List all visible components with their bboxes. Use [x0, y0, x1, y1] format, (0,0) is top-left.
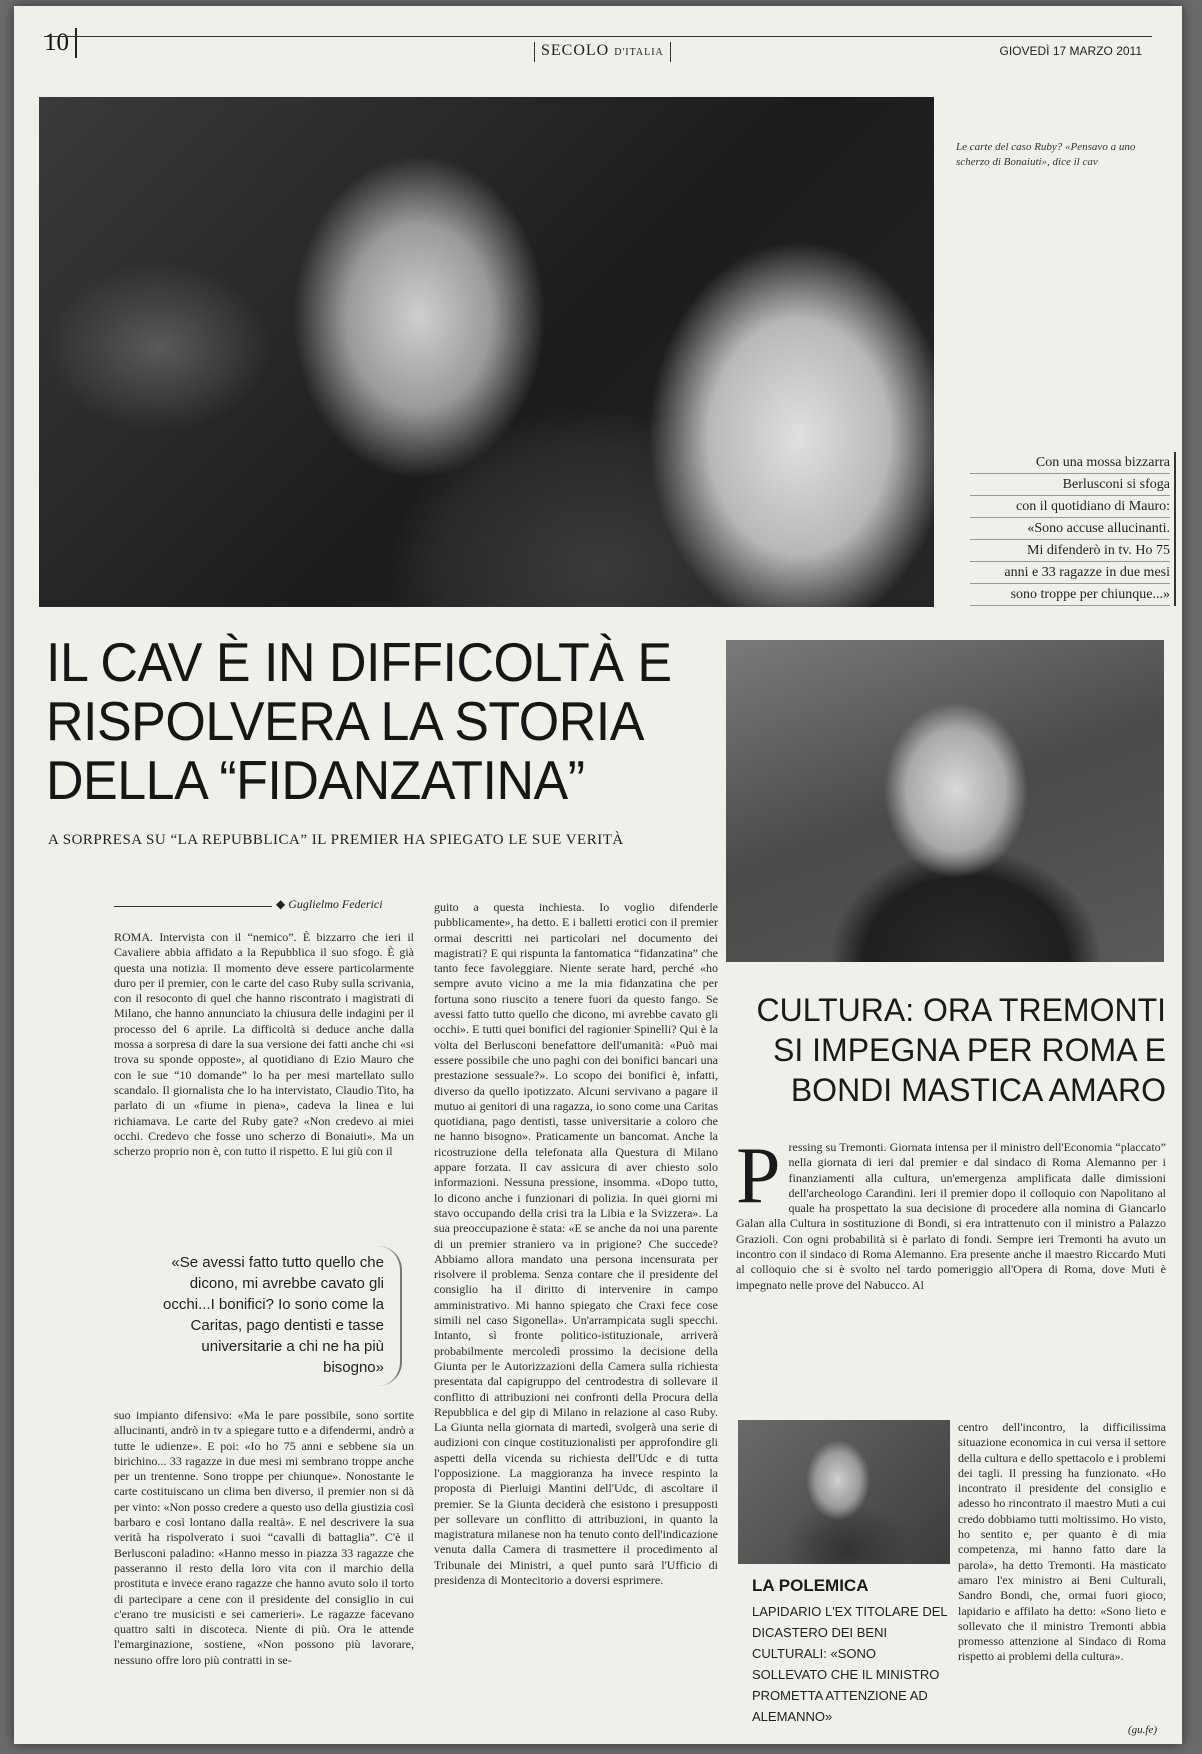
box-caption-line: Mi difenderò in tv. Ho 75 [970, 540, 1170, 562]
bondi-photo [738, 1420, 950, 1564]
author-initials: (gu.fe) [1128, 1724, 1158, 1736]
article-text: suo impianto difensivo: «Ma le pare possibile, sono sortite allucinanti, andrò in tv a spiegare tutto e a difendermi, andrò a tutte le udienze». E poi: «Io ho 75 anni e sebbene sia un birichino... 33 ragazze in due mesi mi sembrano troppe anche per un trentenne. Sono troppe per chiunque». Nonostante le carte costituiscano un clima ben diverso, il premier non si dà per vinto: «Non posso credere a questo uso della giustizia così barbaro e così lontano dalla realtà». E nel descrivere la sua verità ha rispolverato i suoi “cavalli di battaglia”. C'è il Berlusconi paladino: «Hanno messo in piazza 33 ragazze che passeranno il resto della loro vita con il marchio della prostituta e invece erano ragazze che hanno avuto solo il torto di partecipare a cene con il presidente del consiglio in cui c'erano tre musicisti e sei camerieri». Le ragazze facevano quattro salti in discoteca. Niente di più. Ora le attende l'emarginazione, sostiene, «Non possono più lavorare, nessuno offre loro più contratti in se- [114, 1408, 414, 1667]
byline-rule [114, 906, 272, 907]
paper-name: SECOLO [541, 42, 610, 59]
main-photo [39, 97, 934, 607]
box-caption-line: anni e 33 ragazze in due mesi [970, 562, 1170, 584]
tremonti-photo [726, 640, 1164, 962]
newspaper-page [14, 6, 1182, 1744]
polemica-text: LAPIDARIO L'EX TITOLARE DEL DICASTERO DEI BENI CULTURALI: «SONO SOLLEVATO CHE IL MINISTRO PROMETTA ATTENZIONE AD ALEMANNO» [752, 1604, 948, 1724]
pull-quote-brace [378, 1246, 402, 1386]
issue-date: GIOVEDÌ 17 MARZO 2011 [999, 44, 1142, 58]
box-caption-line: Con una mossa bizzarra [970, 452, 1170, 474]
side-article-column [736, 1140, 1166, 1420]
article-text: ROMA. Intervista con il “nemico”. È bizzarro che ieri il Cavaliere abbia affidato a la Repubblica il suo sfogo. È già questa una notizia. Il momento deve essere particolarmente duro per il premier, con le carte del caso Ruby sulla scrivania, con il resoconto di quel che hanno riscontrato i magistrati di Milano, che hanno annunciato la chiusura delle indagini per il processo del 6 aprile. La difficoltà si deduce anche dalla mossa a sorpresa di dare la sua versione dei fatti anche chi «si trova su sponde opposte», al quotidiano di Ezio Mauro che con le sue “10 domande” lo ha per mesi martellato sullo scandalo. Il giornalista che lo ha intervistato, Claudio Tito, ha parlato di un «fiume in piena», cadeva la linea e lui richiamava. Le carte del Ruby gate? «Non credevo ai miei occhi. Credevo che fosse uno scherzo di Bonaiuti». Ma un scherzo proprio non è, con tutto il rispetto. E lui giù con il [114, 930, 414, 1159]
page-number: 10 [44, 28, 77, 58]
box-caption [970, 452, 1176, 606]
article-column-2 [434, 900, 718, 1726]
polemica-title: LA POLEMICA [752, 1576, 869, 1595]
box-caption-line: Berlusconi si sfoga [970, 474, 1170, 496]
article-column-1b [114, 1408, 414, 1726]
article-text: guito a questa inchiesta. Io voglio difenderle pubblicamente», ha detto. E i balletti erotici con il premier ormai descritti nei particolari nel documento dei magistrati? E qui rispunta la fantomatica “fidanzatina” che tanto fece favoleggiare. Niente serate hard, perché «ho sempre avuto vicino a me la mia fidanzatina che per fortuna sono riuscito a tenere fuori da questo fango. Se avessi fatto tutto quello che dicono, mi avrebbe cavato gli occhi». E tutti quei bonifici del ragionier Spinelli? Qui è la volta del Berlusconi benefattore dell'umanità: «Può mai essere possibile che uno paghi con dei bonifici bancari una prestazione sessuale?». Lo scopo dei bonifici è, infatti, diverso da quello ipotizzato. Alcuni servivano a pagare il mutuo ai genitori di una ragazza, io sono come una Caritas quotidiana, pago dentisti, tasse universitarie a coloro che ne hanno bisogno». Praticamente un bancomat. Anche la ricostruzione della telefonata alla Questura di Milano appare forzata. Il cav assicura di aver chiesto solo informazioni. Nessuna pressione, insomma. «Dopo tutto, lo dicono anche i funzionari di polizia. In quei giorni mi stavo occupando della crisi tra la Libia e la Svizzera». La sua preoccupazione è stata: «E se anche da noi una parente di un premier straniero va in prigione? Che succede? Abbiamo allora mandato una persona incensurata per risolvere il problema. Senza contare che il presidente del consiglio ha il diritto di intervenire in campo amministrativo. Mi hanno spiegato che Craxi fece cose simili nel caso Sigonella». Un'arrampicata sugli specchi. Intanto, sì fronte politico-istituzionale, arriverà probabilmente mercoledì prossimo la decisione della Giunta per le Autorizzazioni della Camera sulla richiesta presentata dal capigruppo del centrodestra di sollevare il conflitto di attribuzioni nei confronti della Procura della Repubblica e del gip di Milano in relazione al caso Ruby. La Giunta nella giornata di martedì, svolgerà una serie di audizioni con cinque costituzionalisti per approfondire gli aspetti della vicenda su richiesta dell'Udc e di tutta l'opposizione. La maggioranza ha invece respinto la proposta di Pierluigi Mantini dell'Udc, di ascoltare il premier. Se la Giunta deciderà che esistono i presupposti per sollevare un conflitto di attribuzioni, in quanto la magistratura milanese non ha tenuto conto dell'indicazione venuta dalla Camera di trasmettere il procedimento al Tribunale dei Ministri, a quel punto sarà l'Ufficio di presidenza di Montecitorio a doversi esprimere. [434, 900, 718, 1588]
box-caption-line: sono troppe per chiunque...» [970, 584, 1170, 606]
byline-author: Guglielmo Federici [288, 897, 383, 911]
masthead-rule [44, 36, 1152, 37]
side-article-headline: CULTURA: ORA TREMONTI SI IMPEGNA PER ROMA E BONDI MASTICA AMARO [756, 992, 1166, 1108]
article-column-1 [114, 930, 414, 1230]
side-article-text: ressing su Tremonti. Giornata intensa per il ministro dell'Economia “placcato” nella giornata di ieri dal premier e dal sindaco di Roma Alemanno per i finanziamenti alla cultura, un'emergenza amplificata dalle dimissioni dell'archeologo Carandini. Ieri il premier dopo il colloquio con Napolitano al quale ha prospettato la sua decisione di procedere alla nomina di Giancarlo Galan alla Cultura in sostituzione di Bondi, si era intrattenuto con il ministro a Palazzo Grazioli. Con ogni probabilità si è parlato di fondi. Sempre ieri Tremonti ha avuto un incontro con il sindaco di Roma Alemanno. Era presente anche il maestro Riccardo Muti al colloquio che si è svolto nel tardo pomeriggio all'Opera di Roma, dove Muti è impegnato nelle prove del Nabucco. Al [736, 1140, 1166, 1292]
byline: ◆ Guglielmo Federici [276, 897, 383, 911]
article-subhead: A SORPRESA SU “LA REPUBBLICA” IL PREMIER HA SPIEGATO LE SUE VERITÀ [48, 832, 624, 848]
box-caption-line: «Sono accuse allucinanti. [970, 518, 1170, 540]
side-article-text: centro dell'incontro, la difficilissima situazione economica in cui versa il settore della cultura e dello spettacolo e i problemi dei tagli. Il pressing ha funzionato. «Ho incontrato il presidente del consiglio e adesso ho rincontrato il maestro Muti a cui credo dobbiamo tutti moltissimo. Ho visto, ho sentito e, per quanto è di mia competenza, mi hanno fatto dare la parola», ha detto Tremonti. Ha masticato amaro l'ex ministro ai Beni Culturali, Sandro Bondi, che, ormai fuori gioco, lapidario e affilato ha detto: «Sono lieto e sollevato che il ministro Tremonti abbia promesso attenzione al Sindaco di Roma rispetto ai problemi della cultura». [958, 1420, 1166, 1664]
photo-caption: Le carte del caso Ruby? «Pensavo a uno scherzo di Bonaiuti», dice il cav [956, 141, 1136, 168]
box-caption-line: con il quotidiano di Mauro: [970, 496, 1170, 518]
masthead [534, 42, 671, 62]
drop-cap: P [736, 1140, 781, 1220]
side-article-column-2 [958, 1420, 1166, 1726]
pull-quote: «Se avessi fatto tutto quello che dicono, mi avrebbe cavato gli occhi...I bonifici? Io sono come la Caritas, pago dentisti e tasse universitarie a chi ne ha più bisogno» [163, 1254, 384, 1376]
paper-suffix: D'ITALIA [614, 47, 664, 58]
article-headline: IL CAV È IN DIFFICOLTÀ E RISPOLVERA LA STORIA DELLA “FIDANZATINA” [46, 632, 672, 812]
